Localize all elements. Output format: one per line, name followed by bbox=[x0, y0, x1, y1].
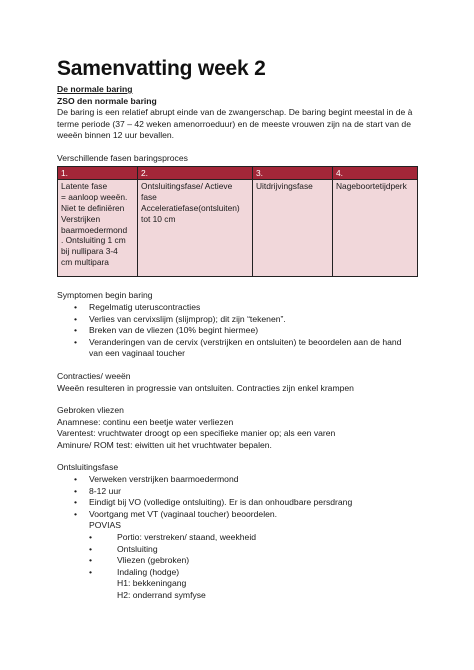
list-item: • Indaling (hodge) bbox=[57, 567, 427, 579]
symptoms-continuation: van een vaginaal toucher bbox=[89, 348, 186, 359]
symptoms-heading: Symptomen begin baring bbox=[57, 290, 153, 301]
dilation-list bbox=[57, 474, 427, 520]
phase-cell-latent: Latente fase = aanloop weeën. Niet te definiëren Verstrijken baarmoedermond . Ontsluiting 1 cm bij nullipara 3-4 cm multipara bbox=[58, 180, 138, 277]
intro-paragraph: De baring is een relatief abrupt einde van de zwangerschap. De baring begint meestal in de à terme periode (37 – 42 weken amenorroeduur) en de meeste vrouwen zijn na de start van de weeën binnen 12 uur bevallen. bbox=[57, 107, 413, 141]
list-item: • Regelmatig uteruscontracties bbox=[57, 302, 427, 314]
list-item: • Eindigt bij VO (volledige ontsluiting). Er is dan onhoudbare persdrang bbox=[57, 497, 427, 509]
dilation-heading: Ontsluitingsfase bbox=[57, 462, 119, 473]
hodge-line: H1: bekkeningang bbox=[117, 578, 187, 589]
membranes-line: Varentest: vruchtwater droogt op een specifieke manier op; als een varen bbox=[57, 428, 336, 439]
phases-label: Verschillende fasen baringsproces bbox=[57, 152, 188, 163]
phases-body-row bbox=[58, 180, 418, 277]
symptoms-list bbox=[57, 302, 427, 348]
list-item: • Voortgang met VT (vaginaal toucher) beoordelen. bbox=[57, 509, 427, 521]
list-item: • Verweken verstrijken baarmoedermond bbox=[57, 474, 427, 486]
list-item: • Portio: verstreken/ staand, weekheid bbox=[57, 532, 427, 544]
contractions-text: Weeën resulteren in progressie van ontsluiten. Contracties zijn enkel krampen bbox=[57, 382, 354, 393]
hodge-line: H2: onderrand symfyse bbox=[117, 590, 206, 601]
phase-header: 3. bbox=[253, 166, 333, 180]
phase-header: 1. bbox=[58, 166, 138, 180]
povias-label: POVIAS bbox=[89, 520, 121, 531]
document-page bbox=[57, 56, 427, 602]
membranes-line: Aminure/ ROM test: eiwitten uit het vruchtwater bepalen. bbox=[57, 439, 272, 450]
phase-header: 4. bbox=[333, 166, 418, 180]
phases-table bbox=[57, 166, 418, 278]
list-item: • 8-12 uur bbox=[57, 486, 427, 498]
list-item: • Breken van de vliezen (10% begint hiermee) bbox=[57, 325, 427, 337]
section-heading: De normale baring bbox=[57, 84, 133, 94]
contractions-heading: Contracties/ weeën bbox=[57, 370, 131, 381]
list-item: • Verlies van cervixslijm (slijmprop); dit zijn “tekenen”. bbox=[57, 314, 427, 326]
membranes-line: Anamnese: continu een beetje water verliezen bbox=[57, 416, 234, 427]
subsection-heading: ZSO den normale baring bbox=[57, 95, 157, 106]
list-item: • Veranderingen van de cervix (verstrijken en ontsluiten) te beoordelen aan de hand bbox=[57, 337, 427, 349]
phase-cell-expulsion: Uitdrijvingsfase bbox=[253, 180, 333, 277]
page-title: Samenvatting week 2 bbox=[57, 57, 266, 80]
povias-list bbox=[57, 532, 427, 578]
phase-cell-dilation: Ontsluitingsfase/ Actieve fase Acceleratiefase(ontsluiten) tot 10 cm bbox=[138, 180, 253, 277]
membranes-heading: Gebroken vliezen bbox=[57, 405, 124, 416]
phase-header: 2. bbox=[138, 166, 253, 180]
list-item: • Vliezen (gebroken) bbox=[57, 555, 427, 567]
phase-cell-afterbirth: Nageboortetijdperk bbox=[333, 180, 418, 277]
list-item: • Ontsluiting bbox=[57, 544, 427, 556]
phases-header-row bbox=[58, 166, 418, 180]
